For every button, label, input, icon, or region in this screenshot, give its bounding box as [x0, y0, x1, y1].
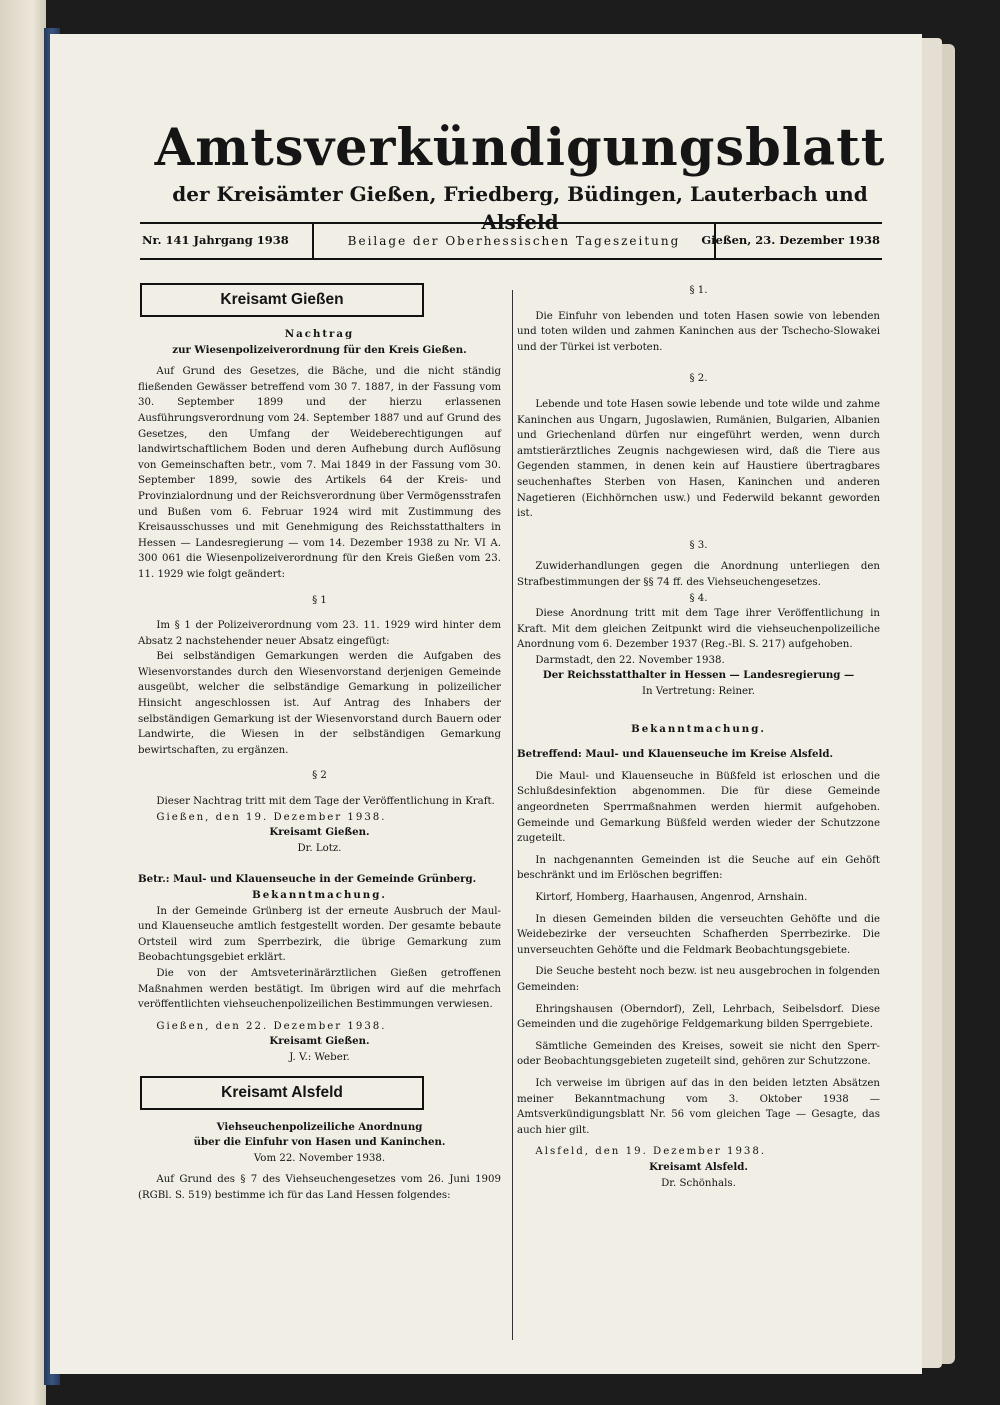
supplement-label: Beilage der Oberhessischen Tageszeitung	[312, 224, 716, 258]
ordinance-paragraph-4-heading: § 4.	[689, 592, 708, 604]
section-header-kreisamt-giessen: Kreisamt Gießen	[140, 283, 424, 317]
ordinance-paragraph-3-text: Zuwiderhandlungen gegen die Anordnung unterliegen den Strafbestimmungen der §§ 74 ff. des Viehseuchengesetzes.	[517, 561, 880, 588]
paragraph-1-heading: § 1	[312, 594, 327, 606]
notice-alsfeld-text-4: Die Seuche besteht noch bezw. ist neu ausgebrochen in folgenden Gemeinden:	[517, 966, 880, 993]
notice-alsfeld-towns-2: Ehringshausen (Oberndorf), Zell, Lehrbach, Seibelsdorf. Diese Gemeinden und die zugehörige Feldgemarkung bilden Sperrgebiete.	[517, 1003, 880, 1031]
paragraph-1-inserted-text: Bei selbständigen Gemarkungen werden die Aufgaben des Wiesenvorstandes durch den Wiesenvorstand derjenigen Gemeinde ausgeübt, welcher die selbständige Gemarkung in polizeilicher Hinsicht angeschlossen ist. Auf Antrag des Inhabers der selbständigen Gemarkung ist der Wiesenvorstand durch Bauern oder Landwirte, die Wiesen in der selbständigen Gemarkung bewirtschaften, zu ergänzen.	[138, 651, 501, 756]
ordinance-paragraph-2-heading: § 2.	[689, 373, 708, 385]
masthead	[150, 118, 890, 236]
signature-date-3: Darmstadt, den 22. November 1938.	[535, 654, 725, 666]
signature-date-2: Gießen, den 22. Dezember 1938.	[156, 1020, 387, 1032]
ordinance-paragraph-1-text: Die Einfuhr von lebenden und toten Hasen sowie von lebenden und toten wilden und zahmen Kaninchen aus der Tschecho-Slowakei und der Türkei ist verboten.	[517, 310, 880, 353]
previous-page-edge	[0, 0, 46, 1405]
ordinance-paragraph-1-heading: § 1.	[689, 285, 708, 296]
ordinance-title: Viehseuchenpolizeiliche Anordnung	[216, 1120, 423, 1133]
notice-alsfeld-text-2: In nachgenannten Gemeinden ist die Seuche auf ein Gehöft beschränkt und im Erlöschen begriffen:	[517, 854, 880, 882]
ordinance-paragraph-3-heading: § 3.	[689, 539, 708, 551]
ordinance-paragraph-4-text: Diese Anordnung tritt mit dem Tage ihrer Veröffentlichung in Kraft. Mit dem gleichen Zeitpunkt wird die viehseuchenpolizeiliche Anordnung vom 6. Dezember 1937 (Reg.-Bl. S. 217) aufgehoben.	[517, 608, 880, 651]
notice-alsfeld-text-6: Ich verweise im übrigen auf das in den beiden letzten Absätzen meiner Bekanntmachung vom 3. Oktober 1938 — Amtsverkündigungsblatt Nr. 56 vom gleichen Tage — Gesagte, das auch hier gilt.	[517, 1077, 880, 1136]
issue-info-bar	[140, 222, 882, 260]
notice-alsfeld-text-5: Sämtliche Gemeinden des Kreises, soweit sie nicht den Sperr- oder Beobachtungsgebieten zugeteilt sind, gehören zur Schutzzone.	[517, 1040, 880, 1068]
notice-subject-gruenberg: Betr.: Maul- und Klauenseuche in der Gemeinde Grünberg.	[138, 873, 477, 886]
signature-name-3: In Vertretung: Reiner.	[641, 686, 756, 698]
masthead-title: Amtsverkündigungsblatt	[154, 118, 886, 178]
right-column	[517, 283, 880, 1191]
ordinance-date: Vom 22. November 1938.	[253, 1152, 386, 1164]
issue-place-date: Gießen, 23. Dezember 1938	[701, 233, 880, 247]
signature-name-1: Dr. Lotz.	[297, 842, 342, 854]
signature-date-4: Alsfeld, den 19. Dezember 1938.	[535, 1146, 767, 1158]
column-divider	[512, 290, 513, 1340]
notice-alsfeld-text-3: In diesen Gemeinden bilden die verseuchten Gehöfte und die Weidebezirke der verseuchten Schafherden Sperrbezirke. Die unverseuchten Gehöfte und die Feldmark Beobachtungsgebiete.	[517, 913, 880, 956]
section-header-kreisamt-alsfeld: Kreisamt Alsfeld	[140, 1076, 424, 1110]
nachtrag-subtitle: zur Wiesenpolizeiverordnung für den Kreis Gießen.	[172, 343, 467, 356]
signature-authority-3: Der Reichsstatthalter in Hessen — Landesregierung —	[542, 669, 855, 682]
left-column	[138, 283, 501, 1204]
notice-subject-alsfeld: Betreffend: Maul- und Klauenseuche im Kreise Alsfeld.	[517, 748, 834, 761]
ordinance-paragraph-2-text: Lebende und tote Hasen sowie lebende und tote wilde und zahme Kaninchen aus Ungarn, Jugoslawien, Rumänien, Bulgarien, Albanien und Griechenland dürfen nur eingeführt werden, wenn durch amtstierärztliches Zeugnis nachgewiesen wird, daß die Tiere aus Gegenden stammen, in denen kein auf Haustiere übertragbares seuchenhaftes Sterben von Hasen, Kaninchen und anderen Nagetieren (Eichhörnchen usw.) und Federwild bekannt geworden ist.	[517, 398, 880, 520]
paragraph-2-text: Dieser Nachtrag tritt mit dem Tage der Veröffentlichung in Kraft.	[156, 796, 495, 808]
nachtrag-title: Nachtrag	[284, 328, 355, 340]
signature-authority-1: Kreisamt Gießen.	[269, 826, 370, 839]
notice-text-1: In der Gemeinde Grünberg ist der erneute Ausbruch der Maul- und Klauenseuche amtlich festgestellt worden. Der gesamte bebaute Ortsteil wird zum Sperrbezirk, die übrige Gemarkung zum Beobachtungsgebiet erklärt.	[138, 905, 501, 964]
issue-number: Nr. 141 Jahrgang 1938	[142, 233, 289, 247]
signature-authority-2: Kreisamt Gießen.	[269, 1035, 370, 1048]
signature-authority-4: Kreisamt Alsfeld.	[649, 1160, 748, 1173]
signature-name-4: Dr. Schönhals.	[661, 1177, 736, 1189]
notice-alsfeld-text-1: Die Maul- und Klauenseuche in Büßfeld ist erloschen und die Schlußdesinfektion abgenommen. Die für diese Gemeinde angeordneten Sperrmaßnahmen werden hiermit aufgehoben. Gemeinde und Gemarkung Büßfeld werden wieder der Schutzzone zugeteilt.	[517, 770, 880, 845]
notice-alsfeld-towns-1: Kirtorf, Homberg, Haarhausen, Angenrod, Arnshain.	[535, 892, 808, 903]
paragraph-2-heading: § 2	[312, 770, 327, 782]
masthead-subtitle: der Kreisämter Gießen, Friedberg, Büdingen, Lauterbach und Alsfeld	[172, 182, 868, 234]
ordinance-subtitle: über die Einfuhr von Hasen und Kaninchen.	[193, 1136, 446, 1149]
paragraph-1-text: Im § 1 der Polizeiverordnung vom 23. 11. 1929 wird hinter dem Absatz 2 nachstehender neuer Absatz eingefügt:	[138, 620, 501, 647]
signature-name-2: J. V.: Weber.	[289, 1051, 350, 1063]
ordinance-intro: Auf Grund des § 7 des Viehseuchengesetzes vom 26. Juni 1909 (RGBl. S. 519) bestimme ich für das Land Hessen folgendes:	[138, 1174, 501, 1201]
notice-heading-1: Bekanntmachung.	[252, 889, 387, 901]
notice-text-2: Die von der Amtsveterinärärztlichen Gießen getroffenen Maßnahmen werden bestätigt. Im übrigen wird auf die mehrfach veröffentlichten viehseuchenpolizeilichen Bestimmungen verwiesen.	[138, 967, 501, 1011]
nachtrag-intro: Auf Grund des Gesetzes, die Bäche, und die nicht ständig fließenden Gewässer betreffend vom 30 7. 1887, in der Fassung vom 30. September 1899 und der hierzu erlassenen Ausführungsverordnung vom 24. September 1887 und auf Grund des Gesetzes, den Umfang der Weideberechtigungen auf landwirtschaftlichem Boden und deren Aufhebung durch Auflösung von Gemeinschaften betr., vom 7. Mai 1849 in der Fassung vom 30. September 1899, sowie des Artikels 64 der Kreis- und Provinzialordnung und der Reichsverordnung über Vermögensstrafen und Bußen vom 6. Februar 1924 wird mit Zustimmung des Kreisausschusses und mit Genehmigung des Reichsstatthalters in Hessen — Landesregierung — vom 14. Dezember 1938 zu Nr. VI A. 300 061 die Wiesenpolizeiverordnung für den Kreis Gießen vom 23. 11. 1929 wie folgt geändert:	[138, 366, 501, 580]
notice-heading-2: Bekanntmachung.	[631, 722, 766, 735]
signature-date-1: Gießen, den 19. Dezember 1938.	[156, 811, 387, 823]
